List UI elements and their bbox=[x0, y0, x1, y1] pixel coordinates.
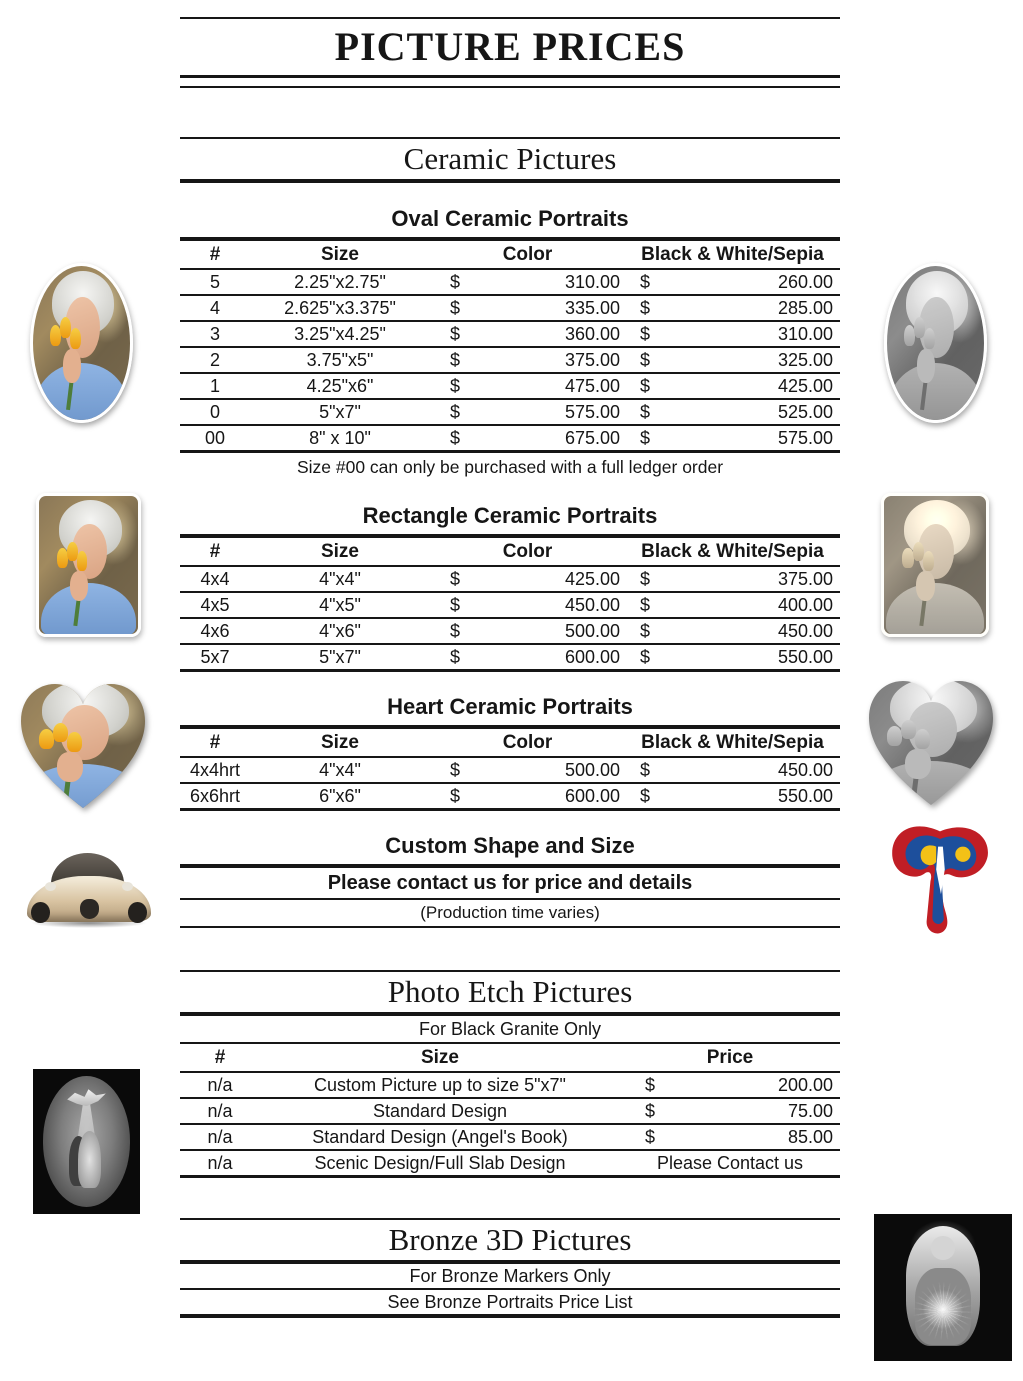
cell-size: 2.25"x2.75" bbox=[250, 269, 430, 295]
bronze-note: See Bronze Portraits Price List bbox=[387, 1292, 633, 1312]
col-num: # bbox=[180, 1043, 260, 1072]
cell-size: Scenic Design/Full Slab Design bbox=[260, 1150, 620, 1177]
cell-color-price bbox=[430, 373, 625, 399]
cell-size: 4"x4" bbox=[250, 566, 430, 592]
cell-num: 4x4 bbox=[180, 566, 250, 592]
currency-symbol: $ bbox=[645, 1100, 656, 1121]
table-row bbox=[180, 321, 840, 347]
cell-color-price bbox=[430, 618, 625, 644]
price-value: 550.00 bbox=[777, 646, 833, 667]
price-value: 550.00 bbox=[777, 785, 833, 806]
cell-num: 6x6hrt bbox=[180, 783, 250, 810]
cell-bw-price bbox=[625, 757, 840, 783]
cell-num: 5 bbox=[180, 269, 250, 295]
tulip bbox=[924, 328, 935, 350]
cell-size: 5"x7" bbox=[250, 399, 430, 425]
cell-num: n/a bbox=[180, 1098, 260, 1124]
cell-num: 4x4hrt bbox=[180, 757, 250, 783]
car-wheel bbox=[31, 902, 50, 923]
robed-figure bbox=[78, 1131, 101, 1188]
price-value: 425.00 bbox=[564, 568, 620, 589]
currency-symbol: $ bbox=[450, 323, 461, 344]
cell-num: 4 bbox=[180, 295, 250, 321]
currency-symbol: $ bbox=[640, 427, 651, 448]
cell-num: 0 bbox=[180, 399, 250, 425]
tulip bbox=[923, 551, 934, 570]
price-value: 75.00 bbox=[787, 1100, 833, 1121]
cell-color-price bbox=[430, 269, 625, 295]
price-value: 575.00 bbox=[777, 427, 833, 448]
cell-price bbox=[620, 1072, 840, 1098]
custom-contact-line: Please contact us for price and details bbox=[327, 872, 693, 894]
cell-color-price bbox=[430, 644, 625, 671]
cell-color-price bbox=[430, 592, 625, 618]
cell-bw-price bbox=[625, 269, 840, 295]
woman-with-tulips-portrait bbox=[887, 266, 984, 420]
divider bbox=[180, 926, 840, 928]
currency-symbol: $ bbox=[645, 1074, 656, 1095]
photo-etch-mary-image bbox=[874, 1214, 1012, 1361]
hand bbox=[70, 571, 89, 601]
price-value: 360.00 bbox=[564, 323, 620, 344]
cell-bw-price bbox=[625, 295, 840, 321]
cell-bw-price bbox=[625, 321, 840, 347]
table-row bbox=[180, 1072, 840, 1098]
price-value: 525.00 bbox=[777, 401, 833, 422]
currency-symbol: $ bbox=[450, 271, 461, 292]
hand bbox=[57, 752, 83, 782]
cell-bw-price bbox=[625, 373, 840, 399]
table-row bbox=[180, 295, 840, 321]
car-wheel bbox=[128, 902, 147, 923]
currency-symbol: $ bbox=[640, 594, 651, 615]
cell-bw-price bbox=[625, 618, 840, 644]
hand bbox=[916, 571, 935, 601]
currency-symbol: $ bbox=[640, 785, 651, 806]
divider bbox=[180, 970, 840, 972]
divider bbox=[180, 137, 840, 139]
col-num: # bbox=[180, 727, 250, 757]
cell-color-price bbox=[430, 425, 625, 452]
currency-symbol: $ bbox=[640, 271, 651, 292]
col-num: # bbox=[180, 536, 250, 566]
oval-bw-portrait-image bbox=[884, 263, 987, 423]
colorful-swirl-art bbox=[879, 818, 1001, 942]
table-header-row bbox=[180, 1043, 840, 1072]
cell-size: Standard Design (Angel's Book) bbox=[260, 1124, 620, 1150]
cell-size: Custom Picture up to size 5"x7" bbox=[260, 1072, 620, 1098]
price-value: 450.00 bbox=[564, 594, 620, 615]
table-header-row bbox=[180, 239, 840, 269]
currency-symbol: $ bbox=[450, 401, 461, 422]
divider bbox=[180, 1218, 840, 1220]
blouse bbox=[889, 363, 982, 423]
blouse bbox=[886, 583, 984, 637]
cell-bw-price bbox=[625, 566, 840, 592]
cell-size: 4"x4" bbox=[250, 757, 430, 783]
cell-num: 3 bbox=[180, 321, 250, 347]
tulip bbox=[67, 732, 82, 751]
price-value: 310.00 bbox=[777, 323, 833, 344]
heart-bw-portrait-image bbox=[863, 674, 999, 812]
photo-etch-price-table bbox=[180, 1042, 840, 1178]
heart-color-portrait-image bbox=[15, 677, 151, 815]
table-row bbox=[180, 592, 840, 618]
table-row bbox=[180, 399, 840, 425]
currency-symbol: $ bbox=[450, 375, 461, 396]
heart-table-title: Heart Ceramic Portraits bbox=[387, 694, 633, 719]
hand bbox=[63, 349, 81, 383]
cell-size: 4"x5" bbox=[250, 592, 430, 618]
price-value: 500.00 bbox=[564, 759, 620, 780]
hand bbox=[905, 749, 931, 779]
heart-frame bbox=[15, 677, 151, 815]
currency-symbol: $ bbox=[640, 646, 651, 667]
woman-with-tulips-portrait bbox=[15, 677, 151, 815]
currency-symbol: $ bbox=[640, 349, 651, 370]
cell-color-price bbox=[430, 399, 625, 425]
table-row bbox=[180, 425, 840, 452]
oval-ceramic-price-table bbox=[180, 237, 840, 453]
cell-num: n/a bbox=[180, 1072, 260, 1098]
custom-art-sample-image bbox=[879, 818, 1001, 947]
cell-color-price bbox=[430, 347, 625, 373]
custom-production-line: (Production time varies) bbox=[420, 903, 600, 922]
photo-etch-oval-image bbox=[33, 1069, 140, 1214]
table-row bbox=[180, 1098, 840, 1124]
hand bbox=[917, 349, 935, 383]
rectangle-ceramic-price-table bbox=[180, 534, 840, 672]
heart-ceramic-price-table bbox=[180, 725, 840, 811]
table-row bbox=[180, 269, 840, 295]
tulip bbox=[915, 729, 930, 748]
cell-num: 00 bbox=[180, 425, 250, 452]
cell-color-price bbox=[430, 757, 625, 783]
rect-color-portrait-image bbox=[36, 493, 141, 637]
currency-symbol: $ bbox=[450, 297, 461, 318]
cell-size: 3.75"x5" bbox=[250, 347, 430, 373]
cell-bw-price bbox=[625, 347, 840, 373]
heart-frame bbox=[863, 674, 999, 812]
currency-symbol: $ bbox=[640, 568, 651, 589]
price-value: 400.00 bbox=[777, 594, 833, 615]
currency-symbol: $ bbox=[450, 785, 461, 806]
woman-with-tulips-portrait bbox=[884, 496, 986, 634]
col-size: Size bbox=[250, 536, 430, 566]
cell-color-price bbox=[430, 295, 625, 321]
cell-bw-price bbox=[625, 783, 840, 810]
price-value: 335.00 bbox=[564, 297, 620, 318]
price-value: 425.00 bbox=[777, 375, 833, 396]
table-row bbox=[180, 1124, 840, 1150]
cell-num: 1 bbox=[180, 373, 250, 399]
rectangle-table-title: Rectangle Ceramic Portraits bbox=[362, 503, 658, 528]
col-bw: Black & White/Sepia bbox=[625, 727, 840, 757]
col-size: Size bbox=[250, 727, 430, 757]
currency-symbol: $ bbox=[640, 297, 651, 318]
table-header-row bbox=[180, 536, 840, 566]
woman-with-tulips-portrait bbox=[39, 496, 138, 634]
currency-symbol: $ bbox=[450, 568, 461, 589]
woman-with-tulips-portrait bbox=[863, 674, 999, 812]
table-row bbox=[180, 757, 840, 783]
etched-oval bbox=[43, 1076, 131, 1207]
bronze-section-title: Bronze 3D Pictures bbox=[388, 1222, 632, 1257]
table-row bbox=[180, 1150, 840, 1177]
price-value: 310.00 bbox=[564, 271, 620, 292]
bronze-subtitle: For Bronze Markers Only bbox=[409, 1266, 611, 1286]
price-value: 85.00 bbox=[787, 1126, 833, 1147]
cell-price bbox=[620, 1098, 840, 1124]
rect-frame bbox=[36, 493, 141, 637]
oval-frame bbox=[884, 263, 987, 423]
price-sheet-content bbox=[180, 0, 840, 1318]
cell-size: 8" x 10" bbox=[250, 425, 430, 452]
heart-glow bbox=[915, 1282, 970, 1338]
car-grille bbox=[80, 899, 99, 918]
cell-color-price bbox=[430, 783, 625, 810]
price-value: 600.00 bbox=[564, 785, 620, 806]
blue-blouse bbox=[41, 583, 136, 637]
blue-blouse bbox=[18, 764, 149, 815]
page-title: PICTURE PRICES bbox=[334, 24, 686, 69]
cell-price-contact: Please Contact us bbox=[620, 1150, 840, 1177]
price-value: 450.00 bbox=[777, 620, 833, 641]
cell-num: n/a bbox=[180, 1150, 260, 1177]
dove-icon bbox=[67, 1089, 106, 1106]
cell-num: 5x7 bbox=[180, 644, 250, 671]
cell-size: Standard Design bbox=[260, 1098, 620, 1124]
woman-with-tulips-portrait bbox=[33, 266, 130, 420]
cell-bw-price bbox=[625, 592, 840, 618]
currency-symbol: $ bbox=[645, 1126, 656, 1147]
tulip bbox=[53, 723, 68, 742]
col-size: Size bbox=[260, 1043, 620, 1072]
cell-size: 5"x7" bbox=[250, 644, 430, 671]
price-value: 260.00 bbox=[777, 271, 833, 292]
oval-frame bbox=[30, 263, 133, 423]
custom-shape-title: Custom Shape and Size bbox=[385, 833, 635, 858]
tulip bbox=[67, 542, 78, 561]
divider-thick bbox=[180, 179, 840, 183]
tulip bbox=[902, 548, 913, 567]
divider bbox=[180, 17, 840, 19]
table-header-row bbox=[180, 727, 840, 757]
divider-double bbox=[180, 75, 840, 88]
price-value: 375.00 bbox=[564, 349, 620, 370]
tulip bbox=[77, 551, 88, 570]
currency-symbol: $ bbox=[450, 594, 461, 615]
col-color: Color bbox=[430, 536, 625, 566]
table-row bbox=[180, 644, 840, 671]
tulip bbox=[901, 720, 916, 739]
currency-symbol: $ bbox=[640, 323, 651, 344]
col-color: Color bbox=[430, 727, 625, 757]
price-value: 500.00 bbox=[564, 620, 620, 641]
cell-color-price bbox=[430, 566, 625, 592]
cell-size: 4.25"x6" bbox=[250, 373, 430, 399]
col-bw: Black & White/Sepia bbox=[625, 239, 840, 269]
table-row bbox=[180, 566, 840, 592]
currency-symbol: $ bbox=[450, 620, 461, 641]
currency-symbol: $ bbox=[640, 375, 651, 396]
price-value: 200.00 bbox=[777, 1074, 833, 1095]
price-value: 450.00 bbox=[777, 759, 833, 780]
tulip bbox=[70, 328, 81, 350]
cell-size: 3.25"x4.25" bbox=[250, 321, 430, 347]
currency-symbol: $ bbox=[450, 646, 461, 667]
oval-table-title: Oval Ceramic Portraits bbox=[391, 206, 629, 231]
cell-color-price bbox=[430, 321, 625, 347]
currency-symbol: $ bbox=[450, 349, 461, 370]
cell-size: 6"x6" bbox=[250, 783, 430, 810]
currency-symbol: $ bbox=[450, 759, 461, 780]
cell-num: n/a bbox=[180, 1124, 260, 1150]
cell-bw-price bbox=[625, 399, 840, 425]
rect-sepia-portrait-image bbox=[881, 493, 989, 637]
cell-num: 4x6 bbox=[180, 618, 250, 644]
table-row bbox=[180, 618, 840, 644]
oval-color-portrait-image bbox=[30, 263, 133, 423]
cell-num: 2 bbox=[180, 347, 250, 373]
ceramic-section-title: Ceramic Pictures bbox=[403, 141, 617, 176]
col-price: Price bbox=[620, 1043, 840, 1072]
price-value: 575.00 bbox=[564, 401, 620, 422]
cell-size: 4"x6" bbox=[250, 618, 430, 644]
blue-blouse bbox=[35, 363, 128, 423]
price-value: 375.00 bbox=[777, 568, 833, 589]
cell-size: 2.625"x3.375" bbox=[250, 295, 430, 321]
table-row bbox=[180, 347, 840, 373]
cell-bw-price bbox=[625, 425, 840, 452]
oval-table-note: Size #00 can only be purchased with a full ledger order bbox=[296, 457, 724, 477]
rect-frame bbox=[881, 493, 989, 637]
price-value: 325.00 bbox=[777, 349, 833, 370]
table-row bbox=[180, 783, 840, 810]
table-row bbox=[180, 373, 840, 399]
price-value: 675.00 bbox=[564, 427, 620, 448]
price-value: 600.00 bbox=[564, 646, 620, 667]
divider-thick bbox=[180, 1314, 840, 1318]
photo-etch-section-title: Photo Etch Pictures bbox=[387, 974, 633, 1009]
currency-symbol: $ bbox=[640, 620, 651, 641]
face bbox=[931, 1236, 956, 1260]
price-value: 475.00 bbox=[564, 375, 620, 396]
cell-price bbox=[620, 1124, 840, 1150]
col-num: # bbox=[180, 239, 250, 269]
car-sample-image bbox=[26, 852, 152, 926]
col-bw: Black & White/Sepia bbox=[625, 536, 840, 566]
currency-symbol: $ bbox=[640, 759, 651, 780]
photo-etch-subtitle: For Black Granite Only bbox=[418, 1019, 602, 1039]
cell-bw-price bbox=[625, 644, 840, 671]
blouse bbox=[866, 761, 997, 812]
col-color: Color bbox=[430, 239, 625, 269]
price-value: 285.00 bbox=[777, 297, 833, 318]
currency-symbol: $ bbox=[640, 401, 651, 422]
currency-symbol: $ bbox=[450, 427, 461, 448]
cell-num: 4x5 bbox=[180, 592, 250, 618]
col-size: Size bbox=[250, 239, 430, 269]
